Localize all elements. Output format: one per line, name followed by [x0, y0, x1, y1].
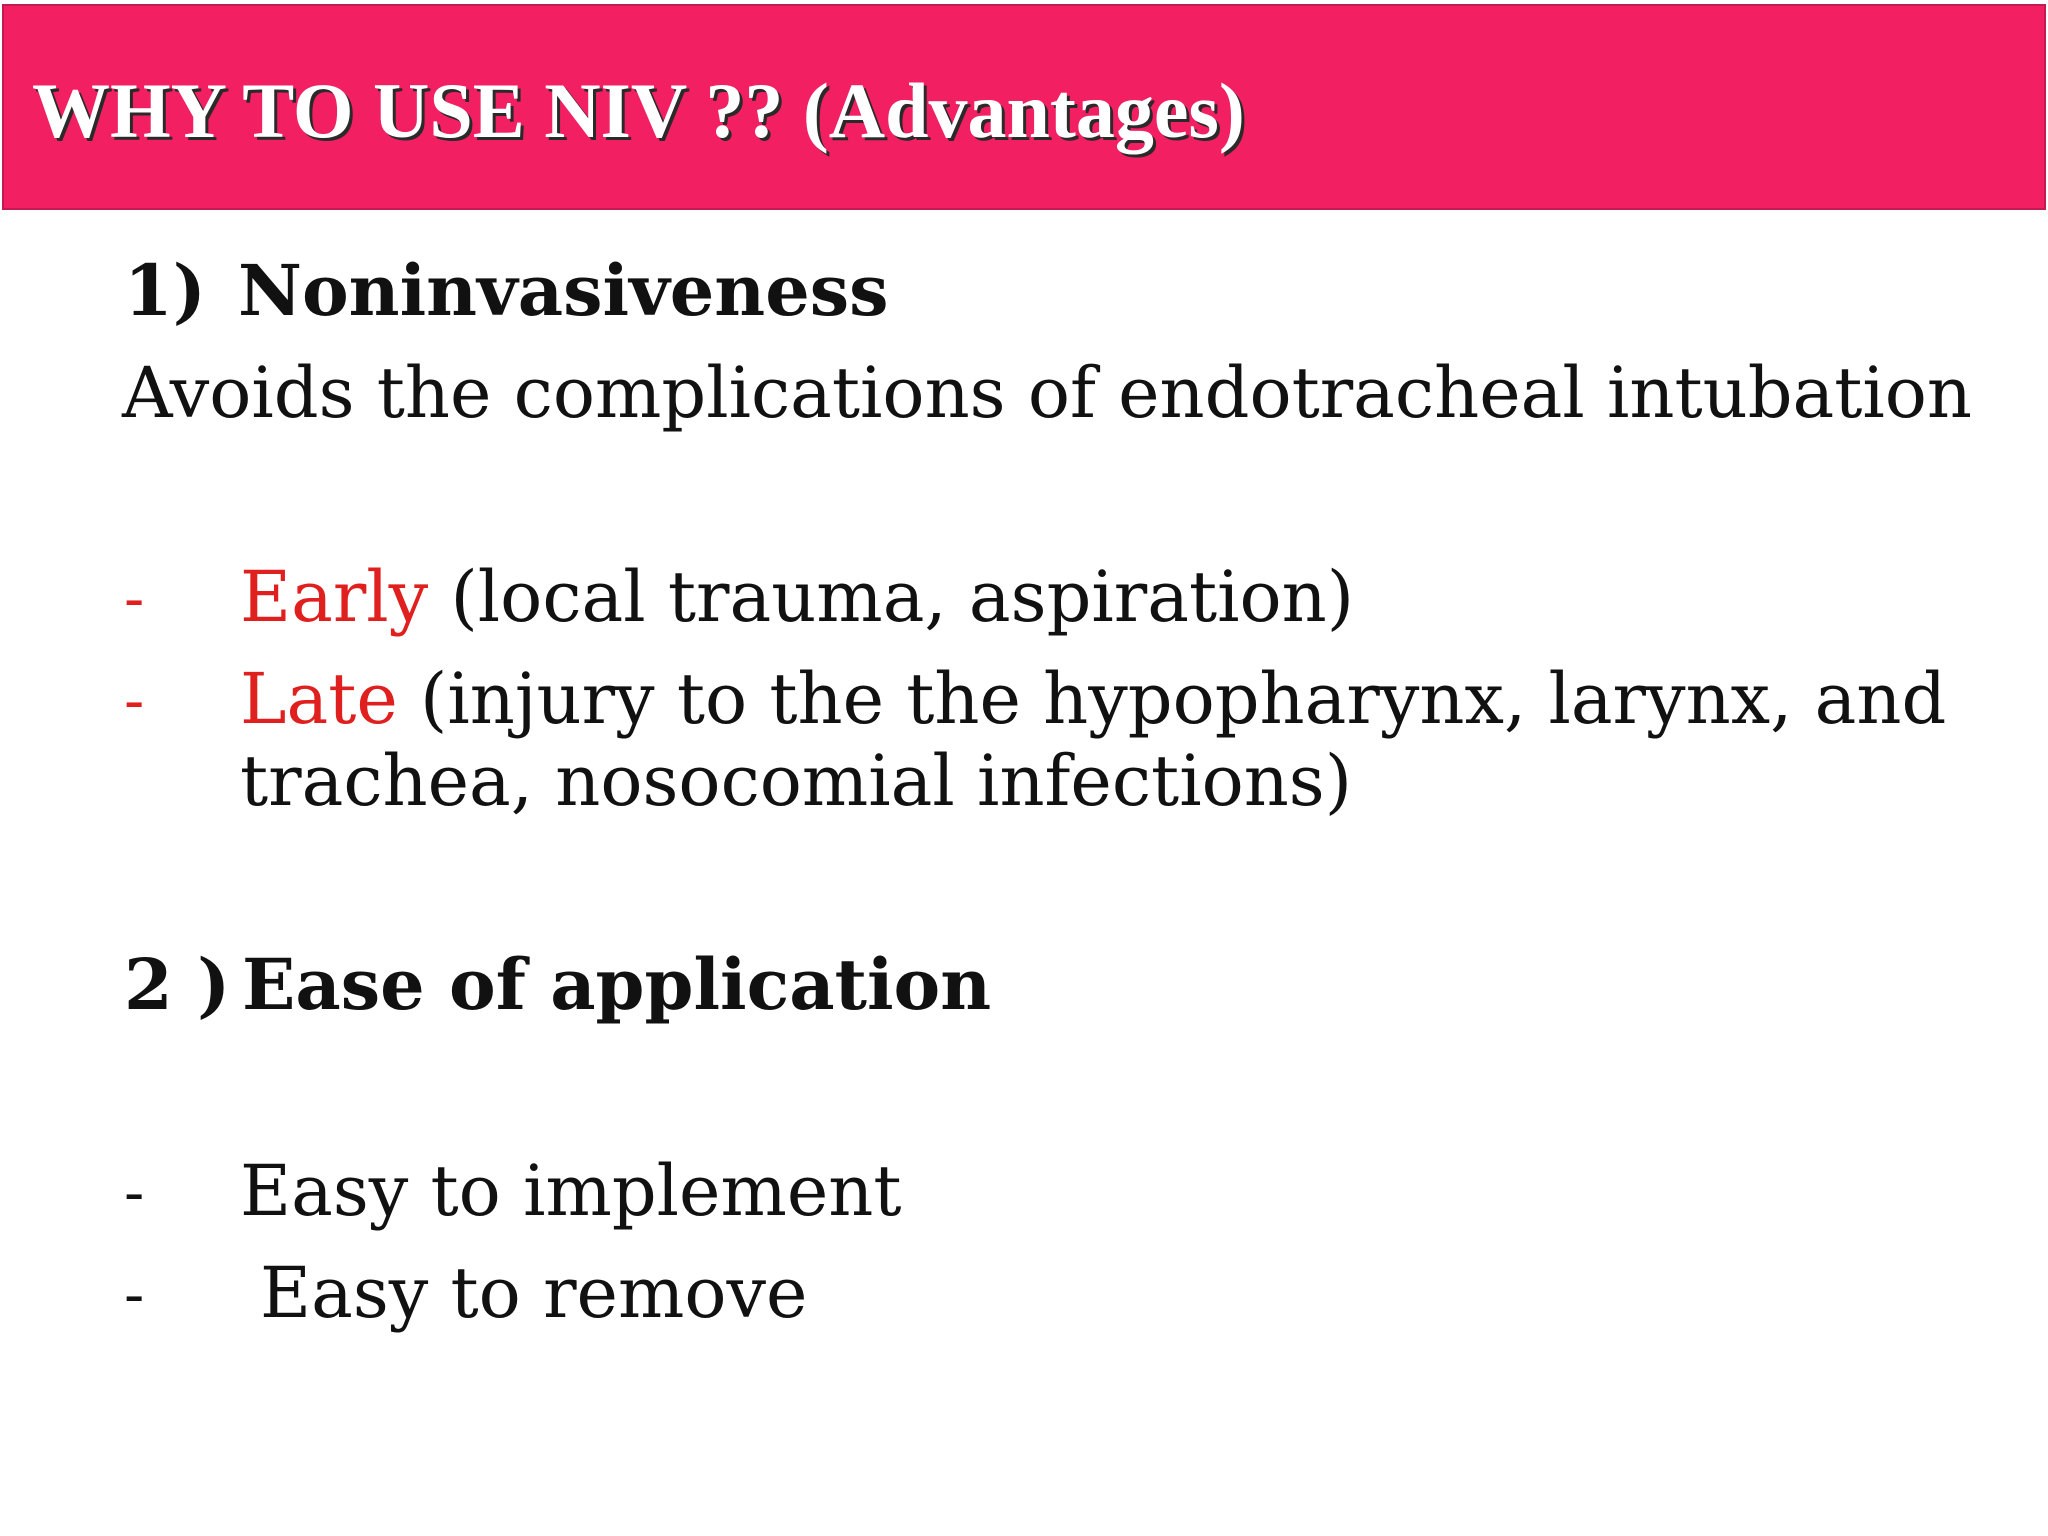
early-item	[240, 556, 1354, 638]
section1-heading: Noninvasiveness	[238, 249, 889, 332]
late-detail-line2: trachea, nosocomial infections)	[240, 740, 1353, 822]
early-dash: -	[124, 564, 145, 634]
late-detail: (injury to the the hypopharynx, larynx, and	[397, 658, 1947, 740]
early-keyword: Early	[240, 556, 429, 638]
slide-title: WHY TO USE NIV ?? (Advantages)	[32, 67, 1245, 154]
implement-dash: -	[124, 1158, 145, 1228]
easy-to-implement: Easy to implement	[240, 1150, 902, 1232]
section1-description: Avoids the complications of endotracheal intubation	[122, 352, 1972, 434]
early-detail: (local trauma, aspiration)	[428, 556, 1355, 638]
title-bar	[2, 4, 2046, 210]
easy-to-remove: Easy to remove	[260, 1252, 808, 1334]
late-dash: -	[124, 666, 145, 736]
section2-heading: Ease of application	[242, 943, 992, 1026]
remove-dash: -	[124, 1260, 145, 1330]
late-keyword: Late	[240, 658, 398, 740]
late-item	[240, 658, 1946, 740]
section2-number: 2 )	[124, 943, 231, 1026]
section1-number: 1)	[124, 249, 206, 332]
